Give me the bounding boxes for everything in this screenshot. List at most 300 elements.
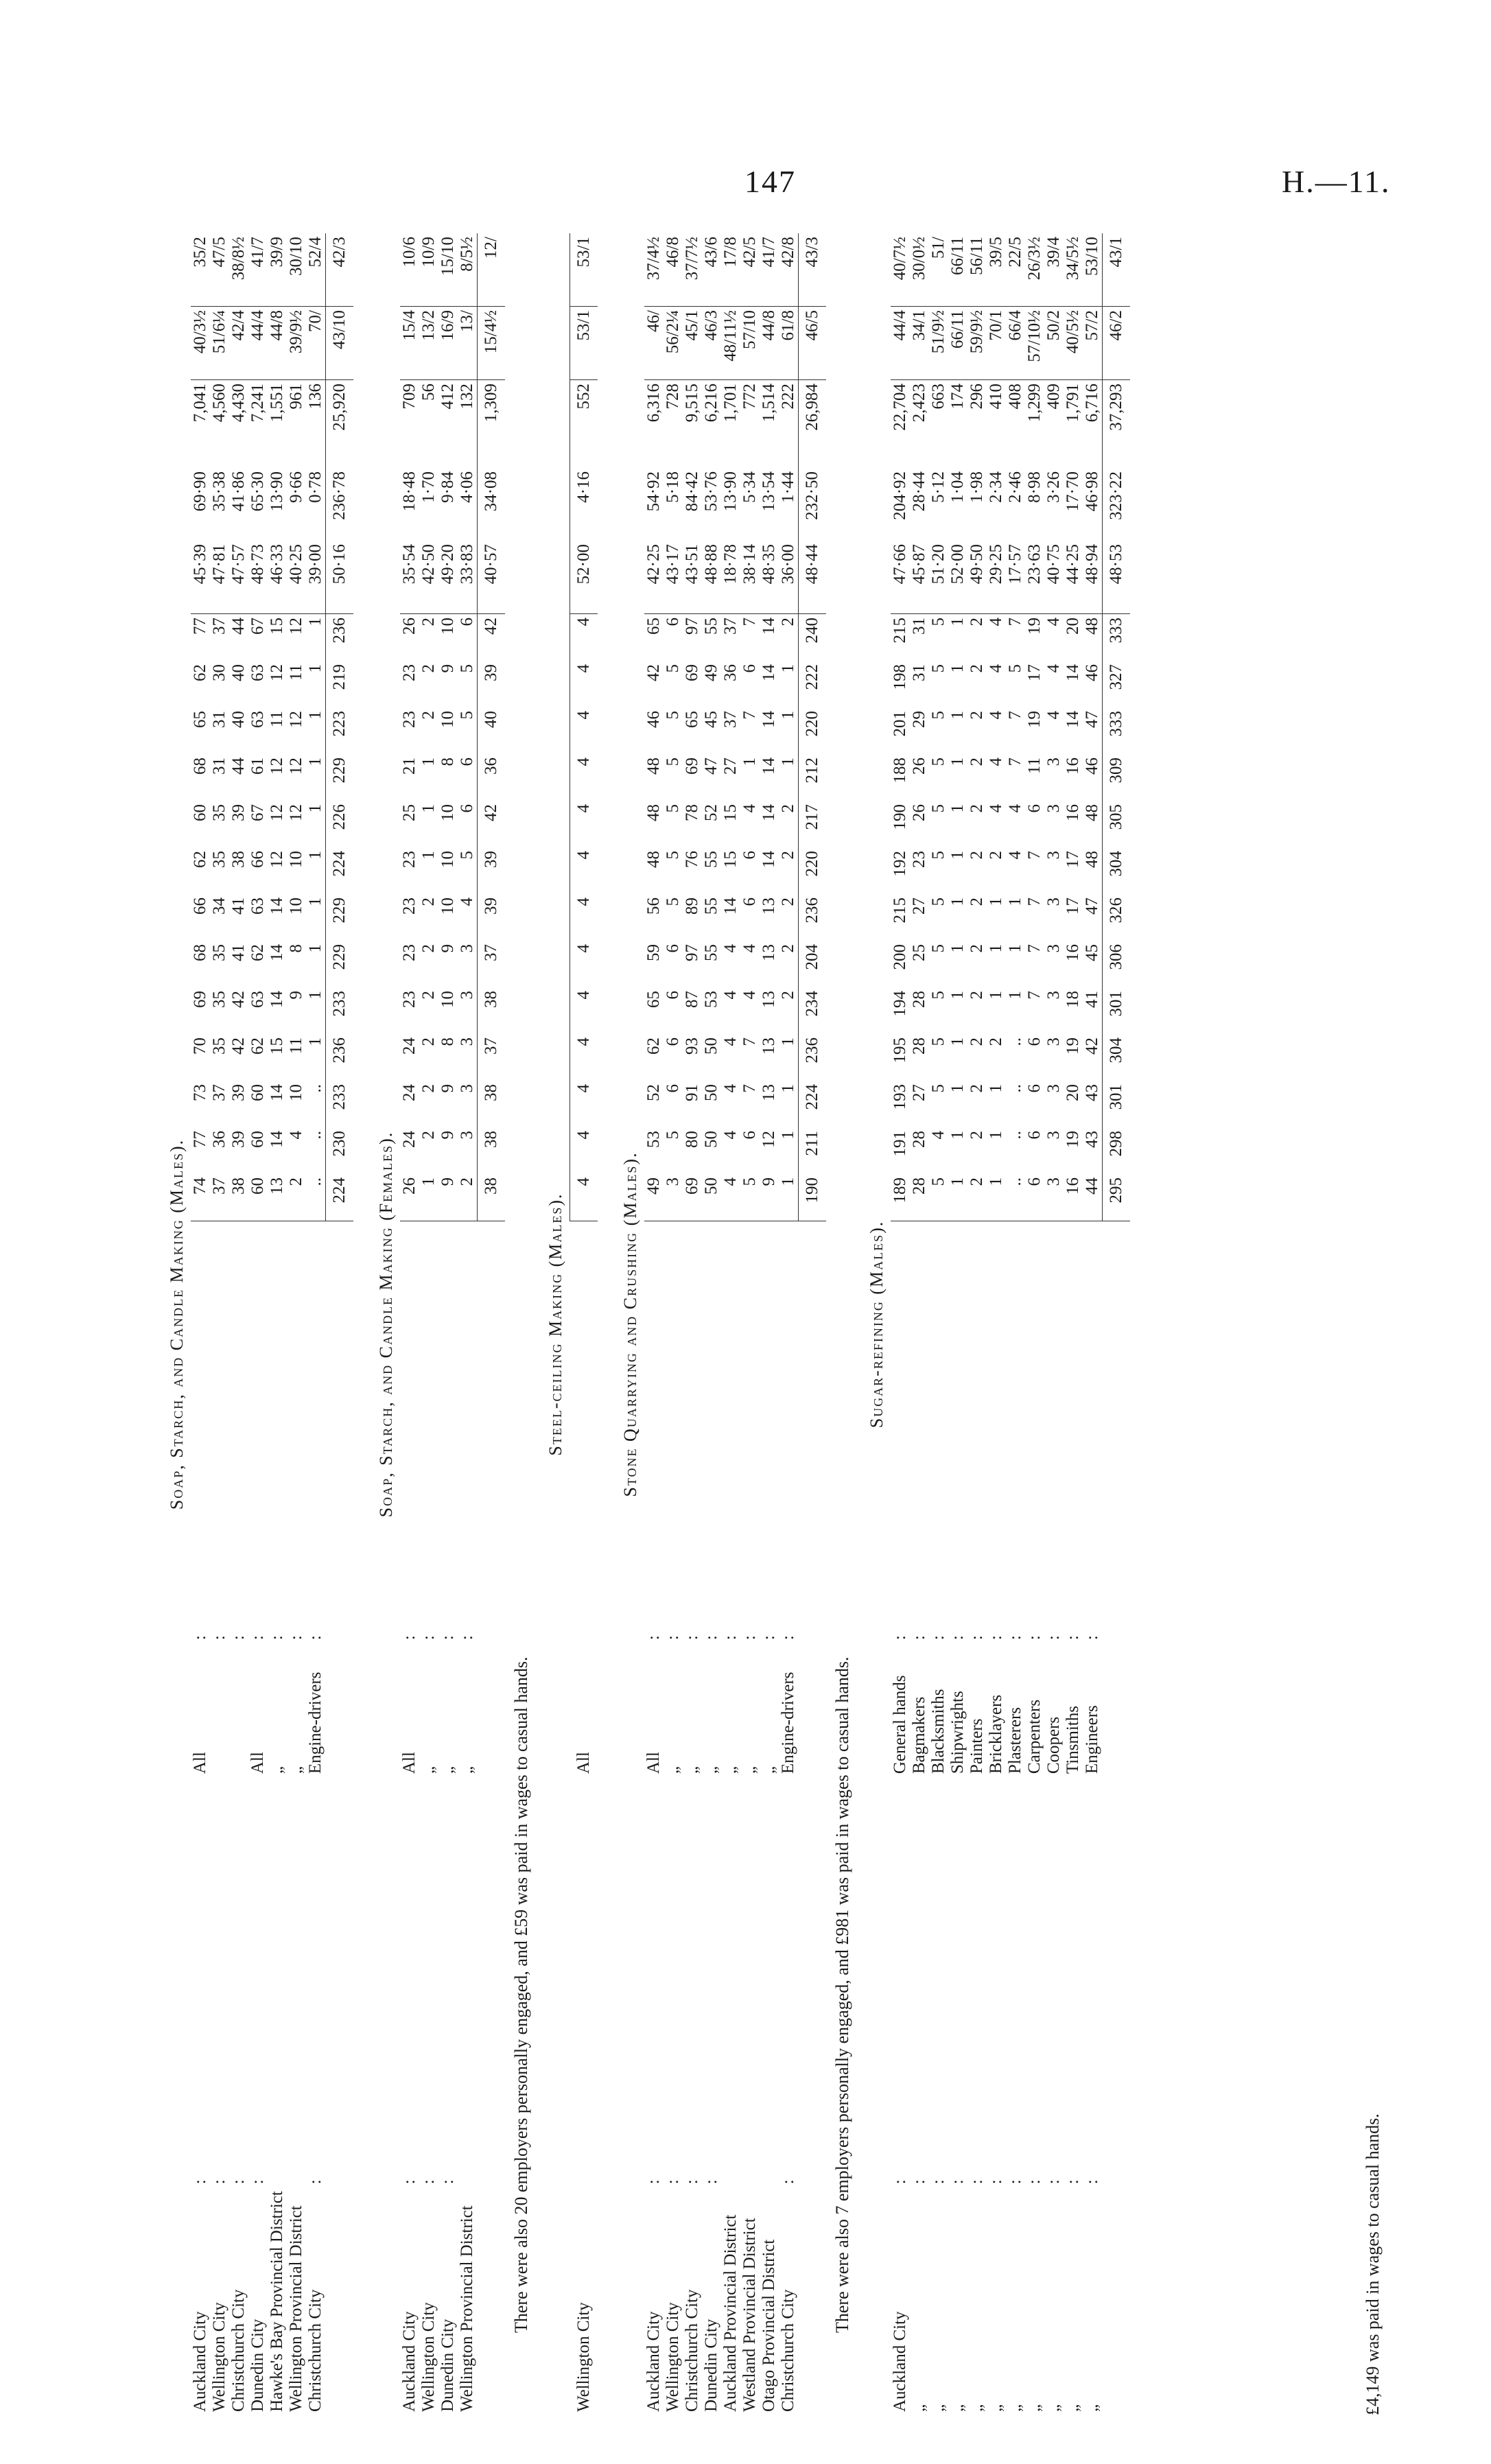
table-cell: 4: [740, 991, 759, 1000]
table-cell: 49·50: [967, 544, 986, 585]
table-cell: 2,423: [910, 380, 929, 469]
table-cell: 189: [891, 1177, 909, 1204]
table-cell: 55: [702, 614, 721, 661]
table-row: [229, 233, 248, 2415]
leader-dots: :: [419, 2179, 438, 2185]
table-cell: 42/8: [779, 237, 797, 268]
table-cell: 6: [458, 758, 476, 766]
table-cell: 301: [1103, 987, 1131, 1034]
occupation-cell: [1103, 1643, 1131, 1777]
table-cell: 37: [478, 1034, 506, 1081]
table-cell: 65: [644, 991, 663, 1008]
leader-dots: :: [400, 2179, 419, 2185]
table-cell: 4: [987, 614, 1006, 661]
table-cell: 10: [438, 804, 457, 821]
leader-dots: :: [210, 2179, 228, 2185]
table-cell: 204: [799, 941, 827, 987]
locality-cell: „: [929, 2404, 948, 2412]
table-cell: 1: [306, 711, 325, 720]
locality-cell: Auckland City: [191, 2311, 209, 2412]
table-cell: 41/7: [760, 237, 778, 268]
table-cell: 15: [268, 614, 287, 661]
table-cell: 35: [210, 851, 228, 868]
table-row: [760, 233, 779, 2415]
locality-cell: Auckland Provincial District: [721, 2214, 740, 2412]
table-cell: 2: [419, 944, 438, 953]
table-cell: 14: [1064, 711, 1082, 728]
table-cell: 2: [419, 1131, 438, 1140]
table-cell: 46/2: [1103, 307, 1131, 380]
table-cell: 326: [1103, 894, 1131, 941]
table-cell: 43: [1083, 1084, 1101, 1101]
leader-dots: [760, 1777, 779, 2187]
table-cell: 2: [967, 991, 986, 1000]
spacer-cell: [326, 1221, 354, 1644]
table-cell: 4: [570, 754, 598, 801]
table-cell: 663: [929, 380, 948, 469]
table-cell: 6,716: [1083, 380, 1103, 469]
table-cell: 14: [268, 1131, 286, 1148]
table-cell: 6: [664, 1037, 682, 1046]
table-cell: 48·53: [1103, 541, 1131, 614]
table-cell: 2: [987, 1037, 1005, 1046]
leader-dots: :: [760, 1221, 779, 1644]
spacer-cell: [478, 1221, 506, 1644]
table-cell: 31: [910, 664, 928, 681]
locality-cell: Dunedin City: [702, 2319, 720, 2412]
table-cell: 2: [779, 804, 797, 813]
table-cell: 45·87: [910, 544, 928, 585]
table-row: [740, 233, 760, 2415]
table-cell: 1: [987, 897, 1005, 906]
occupation-cell: [210, 1643, 229, 1777]
section-title: Soap, Starch, and Candle Making (Females).: [376, 1131, 396, 1518]
table-cell: 5: [664, 664, 682, 673]
table-cell: 42·50: [419, 544, 438, 585]
occupation-cell: „: [438, 1766, 457, 1774]
table-cell: 56: [419, 380, 438, 469]
table-cell: 1: [306, 614, 326, 661]
table-cell: 4: [287, 1131, 305, 1140]
table-cell: 47·66: [891, 544, 909, 585]
table-cell: 41: [229, 897, 248, 915]
table-cell: 23·63: [1025, 544, 1044, 585]
table-cell: 73: [191, 1084, 209, 1101]
table-cell: 23: [400, 851, 419, 868]
table-cell: 5: [664, 804, 682, 813]
table-cell: 14: [268, 1084, 286, 1101]
table-cell: 16/9: [438, 307, 458, 380]
table-cell: 67: [248, 804, 267, 821]
table-cell: 43/10: [326, 307, 354, 380]
occupation-cell: All: [248, 1752, 267, 1774]
occupation-cell: [326, 1643, 354, 1777]
table-cell: 23: [910, 851, 928, 868]
table-cell: 48: [644, 758, 663, 775]
table-cell: 69: [191, 991, 209, 1008]
locality-cell: Wellington Provincial District: [287, 2205, 305, 2412]
table-cell: 41: [229, 944, 248, 961]
table-cell: 36: [210, 1131, 228, 1148]
table-cell: 17·57: [1006, 544, 1024, 585]
locality-cell: [1103, 2187, 1131, 2415]
table-cell: 48: [1083, 804, 1101, 821]
table-cell: 4: [1044, 711, 1063, 720]
table-cell: 9,515: [683, 380, 702, 469]
table-cell: 9·66: [287, 471, 305, 503]
section-title: Sugar-refining (Males).: [867, 1220, 887, 1429]
table-cell: 3: [1044, 1177, 1063, 1186]
table-cell: 6: [740, 664, 759, 673]
table-cell: 13: [268, 1177, 286, 1195]
table-cell: 26,984: [799, 380, 827, 469]
table-cell: 4: [570, 661, 598, 707]
table-cell: 2: [419, 711, 438, 720]
table-cell: 12: [268, 851, 286, 868]
table-cell: 1: [1006, 897, 1024, 906]
section-heading-row: [541, 233, 570, 2415]
table-cell: 26: [400, 614, 419, 661]
table-cell: 53·76: [702, 471, 720, 512]
occupation-cell: „: [268, 1766, 286, 1774]
table-body: [162, 233, 1148, 2415]
section-title: Steel-ceiling Making (Males).: [545, 1193, 565, 1456]
table-cell: 17: [1064, 851, 1082, 868]
occupation-cell: All: [400, 1752, 419, 1774]
table-cell: 217: [799, 801, 827, 847]
section-heading-row: [371, 233, 400, 2415]
table-cell: 55: [702, 944, 720, 961]
leader-dots: :: [683, 1221, 702, 1644]
table-cell: 772: [740, 380, 760, 469]
table-cell: 4: [987, 711, 1005, 720]
leader-dots: :: [664, 2179, 682, 2185]
table-cell: 1,551: [268, 380, 287, 469]
table-cell: 1: [779, 758, 797, 766]
table-cell: 23: [400, 944, 419, 961]
total-row: [478, 233, 506, 2415]
table-cell: 35·54: [400, 544, 419, 585]
table-row: [987, 233, 1006, 2415]
occupation-cell: „: [664, 1766, 682, 1774]
table-cell: 3: [1044, 897, 1063, 906]
table-row: [400, 233, 419, 2415]
spacer-row: [598, 233, 615, 2415]
table-cell: ..: [1006, 1131, 1024, 1140]
table-cell: 39·00: [306, 544, 325, 585]
table-cell: 5: [929, 758, 948, 766]
table-cell: 8: [287, 944, 305, 953]
spacer-row: [1130, 233, 1148, 2415]
table-cell: 61/8: [779, 307, 799, 380]
table-cell: 50: [702, 1084, 720, 1101]
table-cell: 3: [1044, 851, 1063, 860]
leader-dots: :: [1083, 2179, 1101, 2185]
table-cell: 1: [948, 897, 967, 906]
table-cell: 44: [229, 758, 248, 775]
table-cell: 62: [191, 664, 209, 681]
spacer-cell: [1103, 1777, 1131, 2187]
table-cell: 30/0½: [910, 237, 928, 281]
leader-dots: :: [419, 1221, 438, 1644]
locality-cell: Christchurch City: [683, 2289, 701, 2412]
table-cell: 6: [740, 897, 759, 906]
table-cell: 28: [910, 1177, 928, 1195]
table-cell: 44·25: [1064, 544, 1082, 585]
locality-cell: Westland Provincial District: [740, 2218, 759, 2412]
table-row: [910, 233, 929, 2415]
table-cell: 46: [1083, 664, 1101, 681]
table-cell: 5: [929, 614, 948, 661]
table-cell: 26: [910, 758, 928, 775]
table-cell: 2·34: [987, 471, 1005, 503]
table-cell: 18·78: [721, 544, 740, 585]
table-cell: 51/6¼: [210, 307, 229, 380]
total-row: [570, 233, 598, 2415]
table-cell: 63: [248, 991, 267, 1008]
table-cell: 23: [400, 897, 419, 915]
table-cell: 4: [721, 944, 740, 953]
table-cell: 38: [478, 1081, 506, 1127]
table-cell: 12: [268, 664, 286, 681]
table-cell: 66/4: [1006, 307, 1025, 380]
table-cell: 5: [664, 1131, 682, 1140]
table-cell: 14: [760, 711, 778, 728]
table-cell: 333: [1103, 707, 1131, 754]
table-cell: 3: [1044, 1084, 1063, 1093]
table-cell: 40: [229, 664, 248, 681]
leader-dots: :: [779, 1221, 799, 1644]
table-row: [683, 233, 702, 2415]
table-cell: 7: [1006, 711, 1024, 720]
locality-cell: „: [1044, 2404, 1063, 2412]
table-cell: 1: [948, 1131, 967, 1140]
table-cell: 59/9½: [967, 307, 987, 380]
table-cell: 1: [306, 758, 325, 766]
table-cell: 2: [967, 1037, 986, 1046]
table-row: [891, 233, 910, 2415]
leader-dots: [287, 1777, 306, 2187]
table-cell: 56/11: [967, 237, 986, 276]
table-cell: 69: [683, 758, 701, 775]
table-cell: 236: [799, 1034, 827, 1081]
table-cell: 2: [779, 851, 797, 860]
leader-dots: :: [248, 1221, 268, 1644]
table-cell: 69: [683, 1177, 701, 1195]
spacer-cell: [353, 233, 371, 2415]
table-cell: 234: [799, 987, 827, 1034]
table-cell: 80: [683, 1131, 701, 1148]
table-cell: 46/: [644, 307, 664, 380]
table-cell: 4: [987, 664, 1005, 673]
total-row: [326, 233, 354, 2415]
table-cell: 47·81: [210, 544, 228, 585]
table-cell: 37,293: [1103, 380, 1131, 469]
table-cell: 15/4: [400, 307, 419, 380]
table-cell: 5: [664, 758, 682, 766]
table-cell: ..: [306, 1131, 325, 1140]
table-cell: 2: [967, 851, 986, 860]
table-cell: 47: [702, 758, 720, 775]
table-cell: 8: [438, 758, 457, 766]
table-cell: 309: [1103, 754, 1131, 801]
occupation-cell: „: [458, 1766, 476, 1774]
occupation-cell: All: [574, 1752, 593, 1774]
table-cell: 6: [740, 1131, 759, 1140]
table-cell: 1: [306, 897, 325, 906]
table-cell: 46/5: [799, 307, 827, 380]
table-cell: 35: [210, 804, 228, 821]
table-cell: 18: [1064, 991, 1082, 1008]
table-cell: 2: [967, 664, 986, 673]
table-cell: 42·25: [644, 544, 663, 585]
table-cell: 5: [929, 851, 948, 860]
table-cell: 9: [438, 1084, 457, 1093]
table-cell: 305: [1103, 801, 1131, 847]
table-cell: 1: [948, 664, 967, 673]
table-cell: 5: [458, 711, 476, 720]
table-cell: 44/8: [268, 307, 287, 380]
table-cell: 408: [1006, 380, 1025, 469]
table-cell: 6: [458, 804, 476, 813]
table-cell: 77: [191, 1131, 209, 1148]
table-cell: 16: [1064, 944, 1082, 961]
section-note: There were also 20 employers personally engaged, and £59 was paid in wages to casual hands.: [511, 1656, 531, 2333]
table-cell: 3: [1044, 804, 1063, 813]
table-cell: 14: [760, 614, 779, 661]
table-cell: 48: [644, 851, 663, 868]
table-cell: 14: [268, 944, 286, 961]
table-cell: 2: [967, 804, 986, 813]
table-cell: 4: [570, 894, 598, 941]
table-cell: 37: [210, 614, 229, 661]
table-cell: 6: [1025, 1084, 1044, 1093]
table-cell: 728: [664, 380, 683, 469]
table-cell: 224: [799, 1081, 827, 1127]
leader-dots: :: [1025, 1221, 1044, 1644]
spacer-cell: [570, 1777, 598, 2187]
table-cell: 132: [458, 380, 478, 469]
locality-cell: [799, 2187, 827, 2415]
table-cell: ..: [306, 1177, 325, 1186]
table-cell: 51·20: [929, 544, 948, 585]
table-cell: 45: [702, 711, 720, 728]
table-cell: 30/10: [287, 237, 305, 276]
leader-dots: :: [891, 2179, 909, 2185]
table-cell: 190: [891, 804, 909, 830]
leader-dots: :: [702, 1221, 721, 1644]
table-cell: 78: [683, 804, 701, 821]
statistics-table: [162, 233, 1148, 2415]
table-cell: 1: [306, 944, 325, 953]
table-cell: 188: [891, 758, 909, 784]
table-cell: 1: [779, 711, 797, 720]
table-cell: 43/3: [799, 233, 827, 307]
occupation-cell: „: [702, 1766, 720, 1774]
occupation-cell: Painters: [967, 1718, 986, 1774]
table-cell: 17·70: [1064, 471, 1082, 512]
table-cell: 52·00: [948, 544, 967, 585]
table-cell: 304: [1103, 1034, 1131, 1081]
leader-dots: [268, 1777, 287, 2187]
locality-cell: Dunedin City: [248, 2319, 267, 2412]
leader-dots: [740, 1777, 760, 2187]
table-cell: 4: [570, 801, 598, 847]
table-cell: 1: [948, 991, 967, 1000]
table-row: [306, 233, 326, 2415]
table-cell: 14: [760, 851, 778, 868]
table-cell: 65: [683, 711, 701, 728]
leader-dots: :: [306, 1221, 326, 1644]
table-cell: 46·33: [268, 544, 286, 585]
table-cell: 1: [1006, 944, 1024, 953]
footnote: £4,149 was paid in wages to casual hands.: [1363, 2113, 1383, 2415]
table-cell: 27: [721, 758, 740, 775]
table-cell: 13/2: [419, 307, 438, 380]
table-cell: 1·98: [967, 471, 986, 503]
table-cell: 1: [987, 1084, 1005, 1093]
leader-dots: :: [1044, 1221, 1064, 1644]
leader-dots: :: [1044, 2179, 1063, 2185]
table-cell: 10/6: [400, 237, 419, 268]
table-row: [967, 233, 987, 2415]
table-cell: 62: [644, 1037, 663, 1055]
table-cell: 13/: [458, 307, 478, 380]
table-cell: 46: [1083, 758, 1101, 775]
table-cell: 191: [891, 1131, 909, 1157]
table-cell: 3: [458, 991, 476, 1000]
table-cell: 28: [910, 1131, 928, 1148]
table-cell: 10/9: [419, 237, 438, 268]
table-cell: 63: [248, 711, 267, 728]
table-cell: 65: [644, 614, 664, 661]
table-cell: 35: [210, 1037, 228, 1055]
table-cell: 38: [229, 851, 248, 868]
table-cell: 45/1: [683, 307, 702, 380]
total-row: [799, 233, 827, 2415]
table-cell: 41·86: [229, 471, 248, 512]
leader-dots: [721, 1777, 740, 2187]
table-cell: 1: [987, 944, 1005, 953]
table-cell: 2: [967, 711, 986, 720]
table-cell: 11: [287, 664, 305, 681]
table-cell: 1: [306, 664, 325, 673]
table-cell: 1: [419, 1177, 438, 1186]
table-cell: 6: [458, 614, 478, 661]
table-cell: 20: [1064, 1084, 1082, 1101]
table-cell: 223: [326, 707, 354, 754]
table-cell: 14: [760, 804, 778, 821]
table-cell: 43/6: [702, 237, 720, 268]
table-cell: 3: [458, 1037, 476, 1046]
table-cell: 194: [891, 991, 909, 1017]
table-cell: 1: [948, 1037, 967, 1046]
table-cell: 46·98: [1083, 471, 1101, 512]
table-cell: 5: [664, 851, 682, 860]
table-cell: 47: [1083, 711, 1101, 728]
spacer-cell: [478, 1777, 506, 2187]
leader-dots: :: [987, 2179, 1005, 2185]
locality-cell: „: [1006, 2404, 1024, 2412]
table-cell: 50: [702, 1131, 720, 1148]
table-cell: 47/5: [210, 237, 228, 268]
table-cell: 47: [1083, 897, 1101, 915]
locality-cell: [478, 2187, 506, 2415]
leader-dots: :: [779, 2179, 797, 2185]
table-cell: 4: [570, 1127, 598, 1174]
table-cell: 42/5: [740, 237, 759, 268]
leader-dots: :: [229, 2179, 248, 2185]
